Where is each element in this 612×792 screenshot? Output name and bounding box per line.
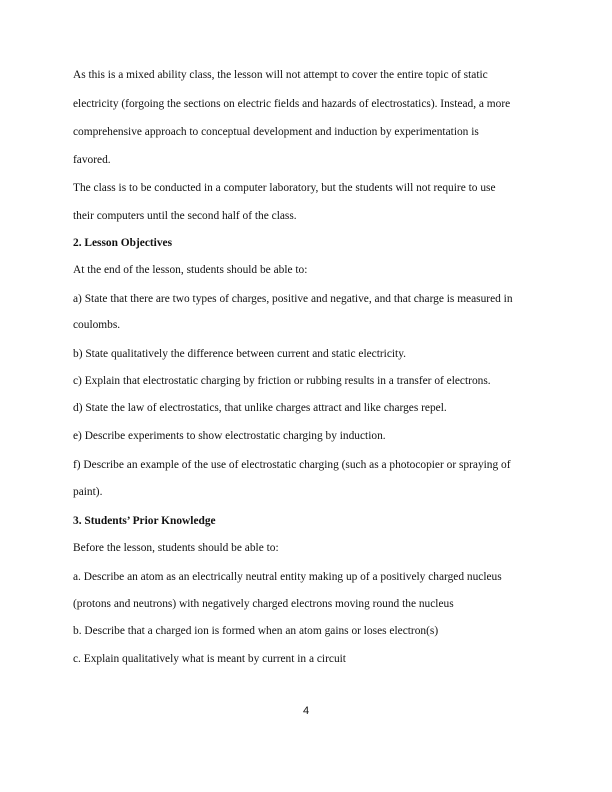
text-line: f) Describe an example of the use of electrostatic charging (such as a photocopier or spraying of (73, 459, 511, 471)
text-line: a) State that there are two types of charges, positive and negative, and that charge is measured in (73, 293, 513, 305)
text-line: paint). (73, 486, 103, 498)
text-line: b. Describe that a charged ion is formed when an atom gains or loses electron(s) (73, 625, 439, 637)
section-heading: 3. Students’ Prior Knowledge (73, 515, 216, 527)
text-line: (protons and neutrons) with negatively charged electrons moving round the nucleus (73, 598, 454, 610)
text-line: Before the lesson, students should be able to: (73, 542, 279, 554)
text-line: a. Describe an atom as an electrically neutral entity making up of a positively charged nucleus (73, 571, 502, 583)
text-line: c. Explain qualitatively what is meant by current in a circuit (73, 653, 346, 665)
text-line: comprehensive approach to conceptual development and induction by experimentation is (73, 126, 479, 138)
text-line: favored. (73, 154, 111, 166)
text-line: their computers until the second half of the class. (73, 210, 297, 222)
section-heading: 2. Lesson Objectives (73, 237, 173, 249)
text-line: The class is to be conducted in a computer laboratory, but the students will not require to use (73, 182, 496, 194)
text-line: electricity (forgoing the sections on electric fields and hazards of electrostatics). Instead, a more (73, 98, 511, 110)
text-line: At the end of the lesson, students should be able to: (73, 264, 308, 276)
text-line: c) Explain that electrostatic charging by friction or rubbing results in a transfer of electrons. (73, 375, 491, 387)
text-line: d) State the law of electrostatics, that unlike charges attract and like charges repel. (73, 402, 447, 414)
text-line: coulombs. (73, 319, 121, 331)
text-line: As this is a mixed ability class, the lesson will not attempt to cover the entire topic of static (73, 69, 488, 81)
text-line: b) State qualitatively the difference between current and static electricity. (73, 348, 407, 360)
text-line: e) Describe experiments to show electrostatic charging by induction. (73, 430, 386, 442)
page-number: 4 (302, 705, 310, 717)
